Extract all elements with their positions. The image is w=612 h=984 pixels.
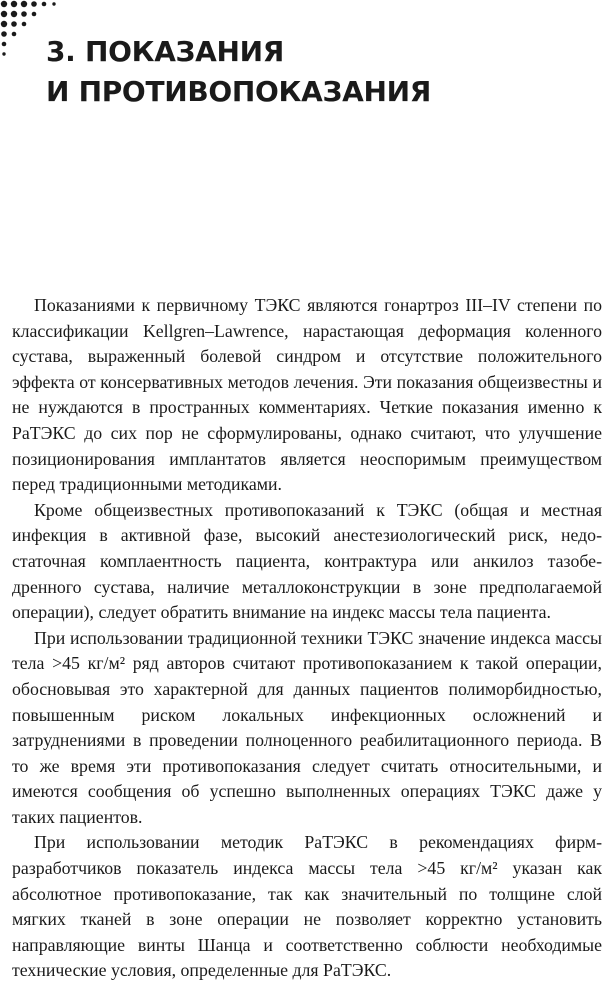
chapter-title-line-2: И ПРОТИВОПОКАЗАНИЯ [46, 75, 432, 108]
paragraph: Кроме общеизвестных противопоказаний к ТЭКС (общая и местная инфекция в активной фазе, высокий анестезиологический риск, недостаточная комплаентность пациента, контрактура или анкилоз тазобедренного сустава, наличие металлоконструкции в зоне предполагаемой операции), следует обратить внимание на индекс массы тела пациента. [12, 499, 602, 623]
chapter-title [46, 32, 431, 112]
body-text [12, 293, 602, 984]
paragraph: При использовании традиционной техники ТЭКС значение индекса массы тела >45 кг/м² ряд авторов считают противопоказанием к такой операции, обосновывая это характерной для данных пациентов полиморбидностью, повышенным риском локальных инфекционных осложнений и затруднениями в проведении полноценного реабилитационного периода. В то же время эти противопоказания следует считать относительными, и имеются сообщения об успешно выполненных операциях ТЭКС даже у таких пациентов. [12, 627, 602, 827]
chapter-title-line-1: 3. ПОКАЗАНИЯ [46, 35, 285, 68]
paragraph: Показаниями к первичному ТЭКС являются гонартроз III–IV степени по классификации Kellgren–Lawrence, нарастающая деформация коленного сустава, выраженный болевой синдром и отсутствие положительного эффекта от консервативных методов лечения. Эти показания общеизвестны и не нуждаются в пространных комментариях. Четкие показания именно к РаТЭКС до сих пор не сформулированы, однако считают, что улучшение позиционирования имплантатов является неоспоримым преимуществом перед традиционными методиками. [12, 295, 602, 495]
paragraph: При использовании методик РаТЭКС в рекомендациях фирм-разработчиков показатель индекса массы тела >45 кг/м² указан как абсолютное противопоказание, так как значительный по толщине слой мягких тканей в зоне операции не позволяет корректно установить направляющие винты Шанца и соответственно соблюсти необходимые технические условия, определенные для РаТЭКС. [12, 832, 602, 981]
